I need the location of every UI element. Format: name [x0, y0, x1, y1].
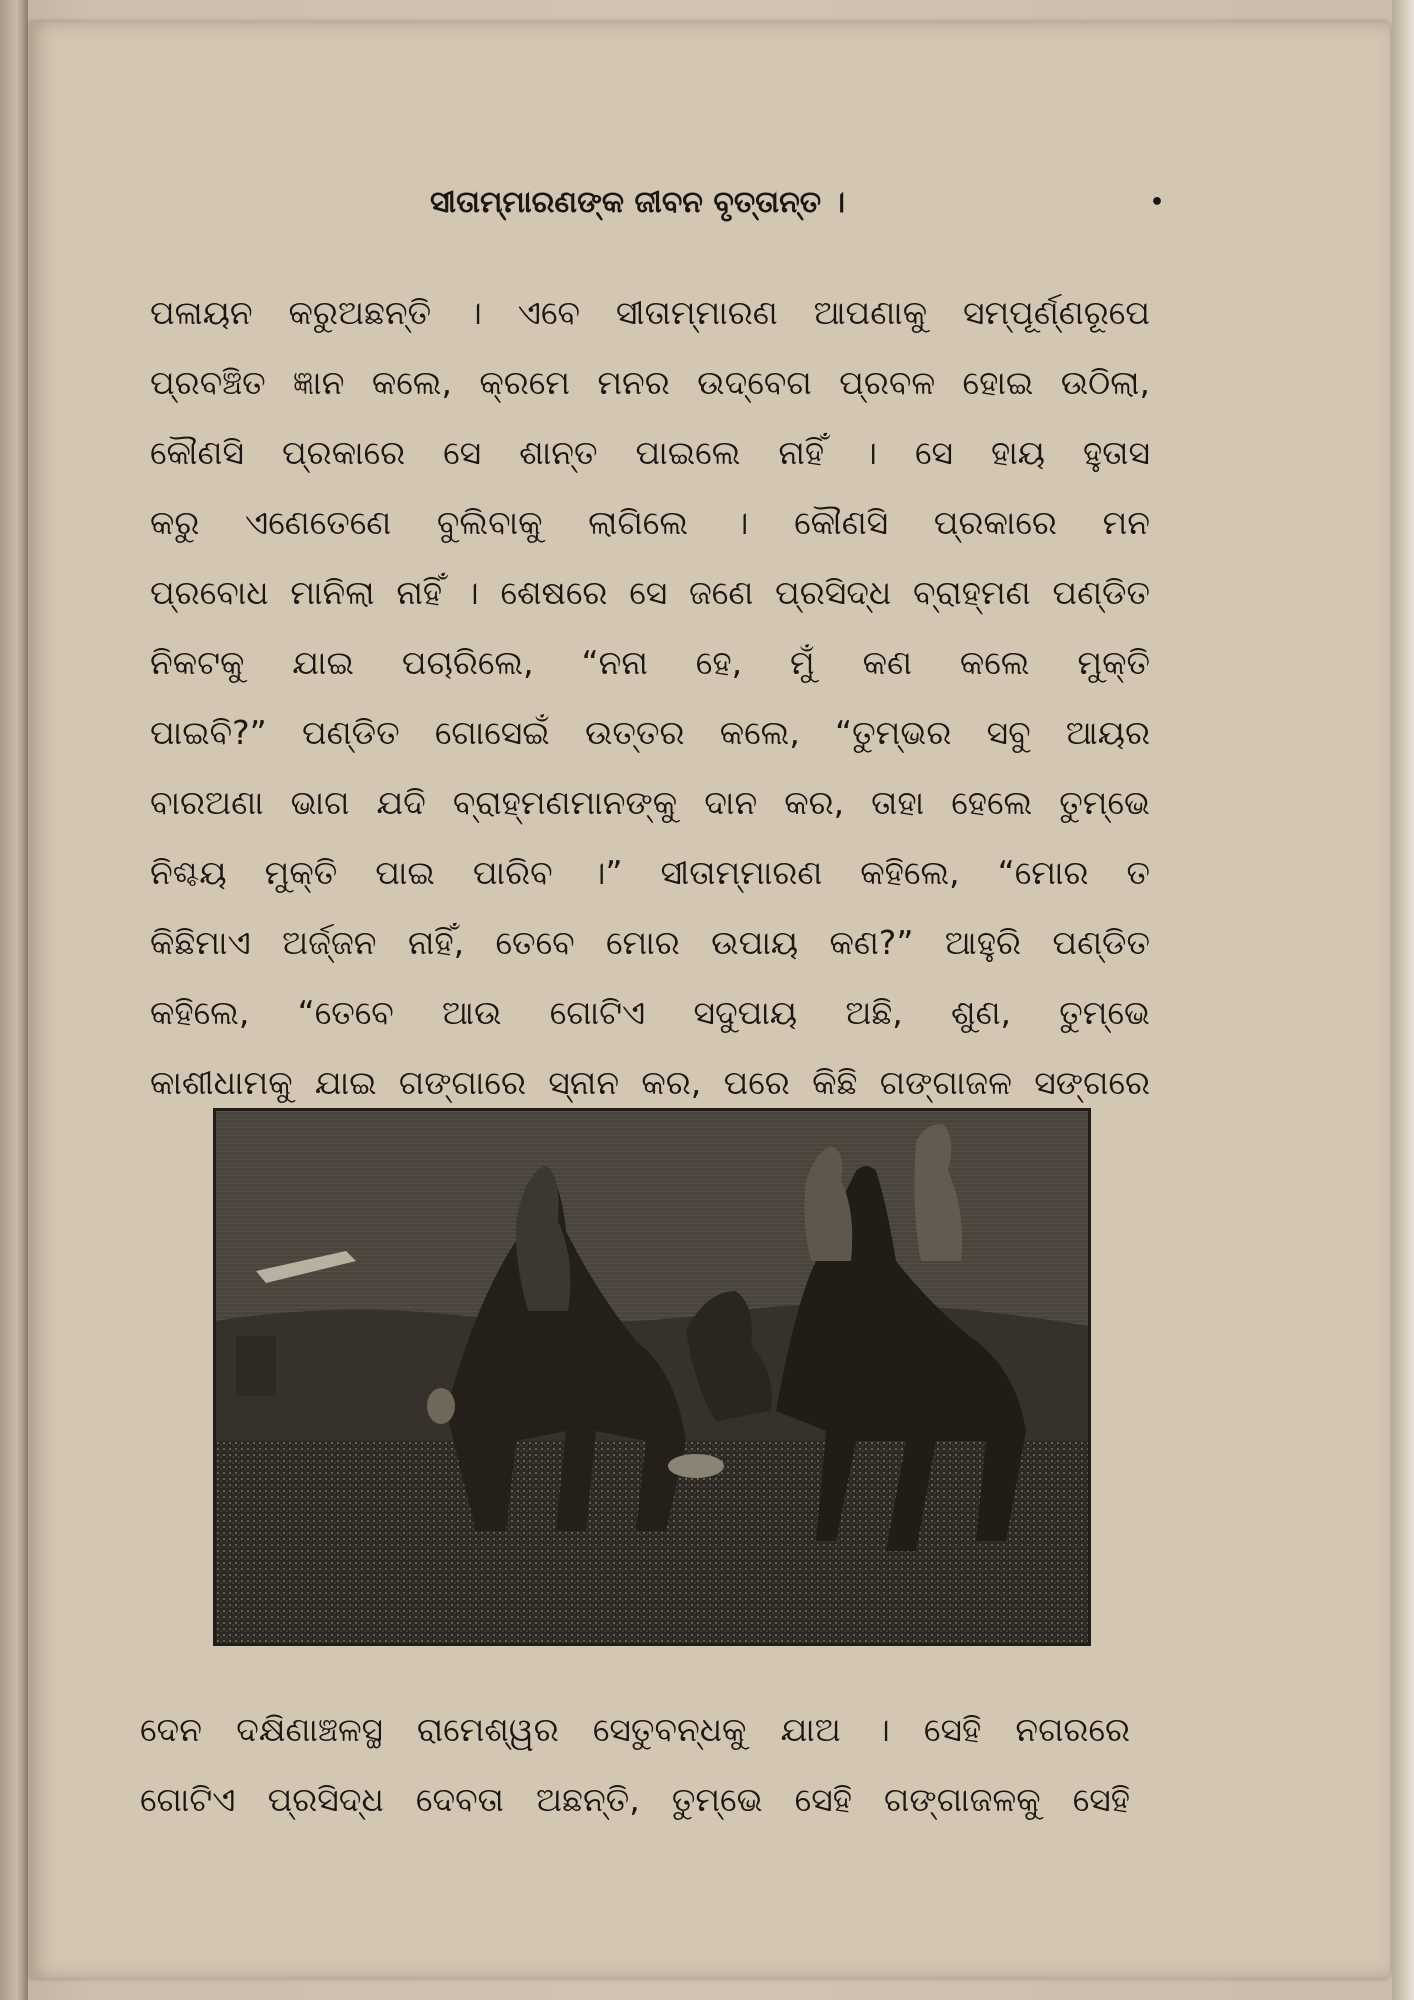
text-line: କିଛିମାଏ ଅର୍ଜ୍ଜନ ନାହିଁ, ତେବେ ମୋର ଉପାୟ କଣ?” ଆହୁରି ପଣ୍ଡିତ [150, 923, 1150, 962]
text-line: ଗୋଟିଏ ପ୍ରସିଦ୍ଧ ଦେବତା ଅଛନ୍ତି, ତୁମ୍ଭେ ସେହି ଗଙ୍ଗାଜଳକୁ ସେହି [140, 1780, 1130, 1819]
page-right-edge [1392, 0, 1414, 2000]
text-line: ପଳାୟନ କରୁଅଛନ୍ତି । ଏବେ ସୀତାମ୍ମାରଣ ଆପଣାକୁ ସମ୍ପୂର୍ଣ୍ଣରୂପେ [150, 293, 1150, 332]
previous-page-edge [0, 0, 28, 2000]
text-line: କୌଣସି ପ୍ରକାରେ ସେ ଶାନ୍ତ ପାଇଲେ ନାହିଁ । ସେ ହାୟ ହୁତାସ [150, 433, 1150, 472]
text-line: ନିଶ୍ଚୟ ମୁକ୍ତି ପାଇ ପାରିବ ।” ସୀତାମ୍ମାରଣ କହିଲେ, “ମୋର ତ [150, 853, 1150, 892]
running-header: ସୀତାମ୍ମାରଣଙ୍କ ଜୀବନ ବୃତ୍ତାନ୍ତ । [430, 185, 846, 220]
text-line: ପାଇବି?” ପଣ୍ଡିତ ଗୋସେଇଁ ଉତ୍ତର କଲେ, “ତୁମ୍ଭର ସବୁ ଆୟର [150, 713, 1150, 752]
page-mark: • [1150, 190, 1165, 215]
text-line: କହିଲେ, “ତେବେ ଆଉ ଗୋଟିଏ ସଦୁପାୟ ଅଛି, ଶୁଣ, ତୁମ୍ଭେ [150, 993, 1150, 1032]
text-line: ଦେନ ଦକ୍ଷିଣାଞ୍ଚଳସ୍ଥ ରାମେଶ୍ୱର ସେତୁବନ୍ଧକୁ ଯାଅ । ସେହି ନଗରରେ [140, 1710, 1130, 1749]
text-line: ପ୍ରବୋଧ ମାନିଲା ନାହିଁ । ଶେଷରେ ସେ ଜଣେ ପ୍ରସିଦ୍ଧ ବ୍ରାହ୍ମଣ ପଣ୍ଡିତ [150, 573, 1150, 612]
body-paragraph [150, 278, 1150, 1118]
text-line: କରୁ ଏଣେତେଣେ ବୁଲିବାକୁ ଲାଗିଲେ । କୌଣସି ପ୍ରକାରେ ମନ [150, 503, 1150, 542]
continued-paragraph [140, 1695, 1130, 1835]
camel-engraving [213, 1108, 1091, 1646]
text-line: କାଶୀଧାମକୁ ଯାଇ ଗଙ୍ଗାରେ ସ୍ନାନ କର, ପରେ କିଛି ଗଙ୍ଗାଜଳ ସଙ୍ଗରେ [150, 1063, 1150, 1102]
text-line: ବାରଅଣା ଭାଗ ଯଦି ବ୍ରାହ୍ମଣମାନଙ୍କୁ ଦାନ କର, ତାହା ହେଲେ ତୁମ୍ଭେ [150, 783, 1150, 822]
text-line: ପ୍ରବଞ୍ଚିତ ଜ୍ଞାନ କଲେ, କ୍ରମେ ମନର ଉଦ୍‌ବେଗ ପ୍ରବଳ ହୋଇ ଉଠିଲା, [150, 363, 1150, 402]
text-line: ନିକଟକୁ ଯାଇ ପଚାରିଲେ, “ନନା ହେ, ମୁଁ କଣ କଲେ ମୁକ୍ତି [150, 643, 1150, 682]
camel-riders-drawing [216, 1111, 1088, 1643]
